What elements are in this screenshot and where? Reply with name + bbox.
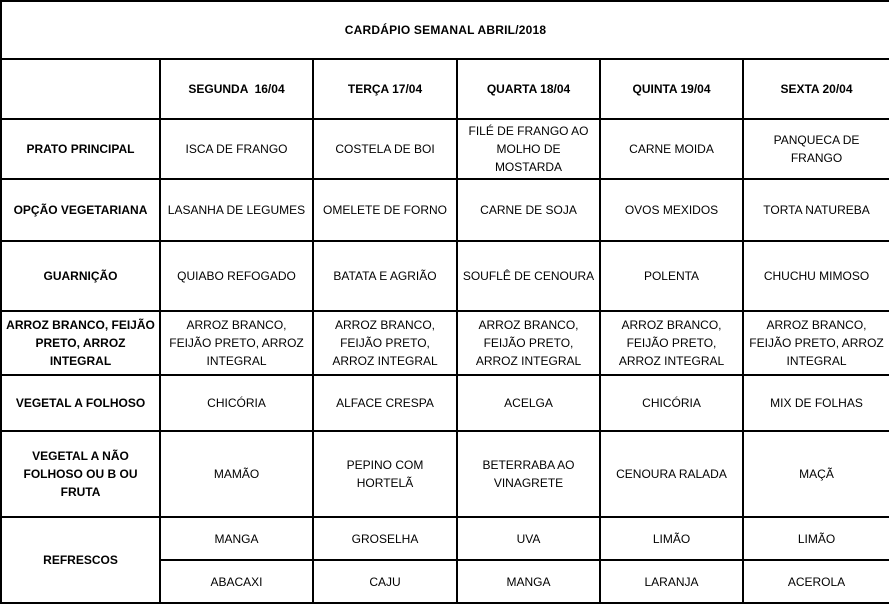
menu-cell: PANQUECA DE FRANGO bbox=[743, 119, 889, 179]
menu-cell: LIMÃO bbox=[600, 517, 743, 560]
menu-cell: MAMÃO bbox=[160, 431, 313, 517]
table-title: CARDÁPIO SEMANAL ABRIL/2018 bbox=[1, 1, 889, 59]
menu-cell: CENOURA RALADA bbox=[600, 431, 743, 517]
menu-cell: LARANJA bbox=[600, 560, 743, 603]
menu-cell: ARROZ BRANCO, FEIJÃO PRETO, ARROZ INTEGRAL bbox=[457, 311, 600, 375]
menu-cell: ISCA DE FRANGO bbox=[160, 119, 313, 179]
menu-cell: CHICÓRIA bbox=[160, 375, 313, 431]
row-label-arroz-feijao: ARROZ BRANCO, FEIJÃO PRETO, ARROZ INTEGRAL bbox=[1, 311, 160, 375]
day-header-quinta: QUINTA 19/04 bbox=[600, 59, 743, 119]
menu-cell: ARROZ BRANCO, FEIJÃO PRETO, ARROZ INTEGRAL bbox=[313, 311, 457, 375]
row-label-refrescos: REFRESCOS bbox=[1, 517, 160, 603]
menu-cell: ACEROLA bbox=[743, 560, 889, 603]
row-label-guarnicao: GUARNIÇÃO bbox=[1, 241, 160, 311]
menu-cell: LASANHA DE LEGUMES bbox=[160, 179, 313, 241]
corner-cell bbox=[1, 59, 160, 119]
day-header-terca: TERÇA 17/04 bbox=[313, 59, 457, 119]
menu-cell: CARNE MOIDA bbox=[600, 119, 743, 179]
menu-cell: ARROZ BRANCO, FEIJÃO PRETO, ARROZ INTEGRAL bbox=[743, 311, 889, 375]
menu-cell: OMELETE DE FORNO bbox=[313, 179, 457, 241]
menu-cell: TORTA NATUREBA bbox=[743, 179, 889, 241]
menu-cell: PEPINO COM HORTELÃ bbox=[313, 431, 457, 517]
menu-cell: CHUCHU MIMOSO bbox=[743, 241, 889, 311]
menu-cell: LIMÃO bbox=[743, 517, 889, 560]
menu-cell: ARROZ BRANCO, FEIJÃO PRETO, ARROZ INTEGRAL bbox=[600, 311, 743, 375]
menu-cell: GROSELHA bbox=[313, 517, 457, 560]
menu-cell: ABACAXI bbox=[160, 560, 313, 603]
menu-cell: QUIABO REFOGADO bbox=[160, 241, 313, 311]
menu-cell: CAJU bbox=[313, 560, 457, 603]
row-label-vegetal-folhoso: VEGETAL A FOLHOSO bbox=[1, 375, 160, 431]
menu-cell: ACELGA bbox=[457, 375, 600, 431]
menu-cell: ALFACE CRESPA bbox=[313, 375, 457, 431]
day-header-segunda: SEGUNDA 16/04 bbox=[160, 59, 313, 119]
menu-cell: CARNE DE SOJA bbox=[457, 179, 600, 241]
day-header-quarta: QUARTA 18/04 bbox=[457, 59, 600, 119]
day-header-sexta: SEXTA 20/04 bbox=[743, 59, 889, 119]
menu-cell: POLENTA bbox=[600, 241, 743, 311]
menu-cell: OVOS MEXIDOS bbox=[600, 179, 743, 241]
menu-cell: MIX DE FOLHAS bbox=[743, 375, 889, 431]
menu-cell: FILÉ DE FRANGO AO MOLHO DE MOSTARDA bbox=[457, 119, 600, 179]
menu-cell: SOUFLÊ DE CENOURA bbox=[457, 241, 600, 311]
menu-cell: BETERRABA AO VINAGRETE bbox=[457, 431, 600, 517]
menu-cell: MANGA bbox=[160, 517, 313, 560]
menu-cell: MAÇÃ bbox=[743, 431, 889, 517]
menu-cell: UVA bbox=[457, 517, 600, 560]
menu-cell: COSTELA DE BOI bbox=[313, 119, 457, 179]
row-label-prato-principal: PRATO PRINCIPAL bbox=[1, 119, 160, 179]
menu-cell: BATATA E AGRIÃO bbox=[313, 241, 457, 311]
row-label-vegetal-nao-folhoso: VEGETAL A NÃO FOLHOSO OU B OU FRUTA bbox=[1, 431, 160, 517]
menu-cell: MANGA bbox=[457, 560, 600, 603]
menu-cell: ARROZ BRANCO, FEIJÃO PRETO, ARROZ INTEGRAL bbox=[160, 311, 313, 375]
menu-cell: CHICÓRIA bbox=[600, 375, 743, 431]
row-label-opcao-vegetariana: OPÇÃO VEGETARIANA bbox=[1, 179, 160, 241]
